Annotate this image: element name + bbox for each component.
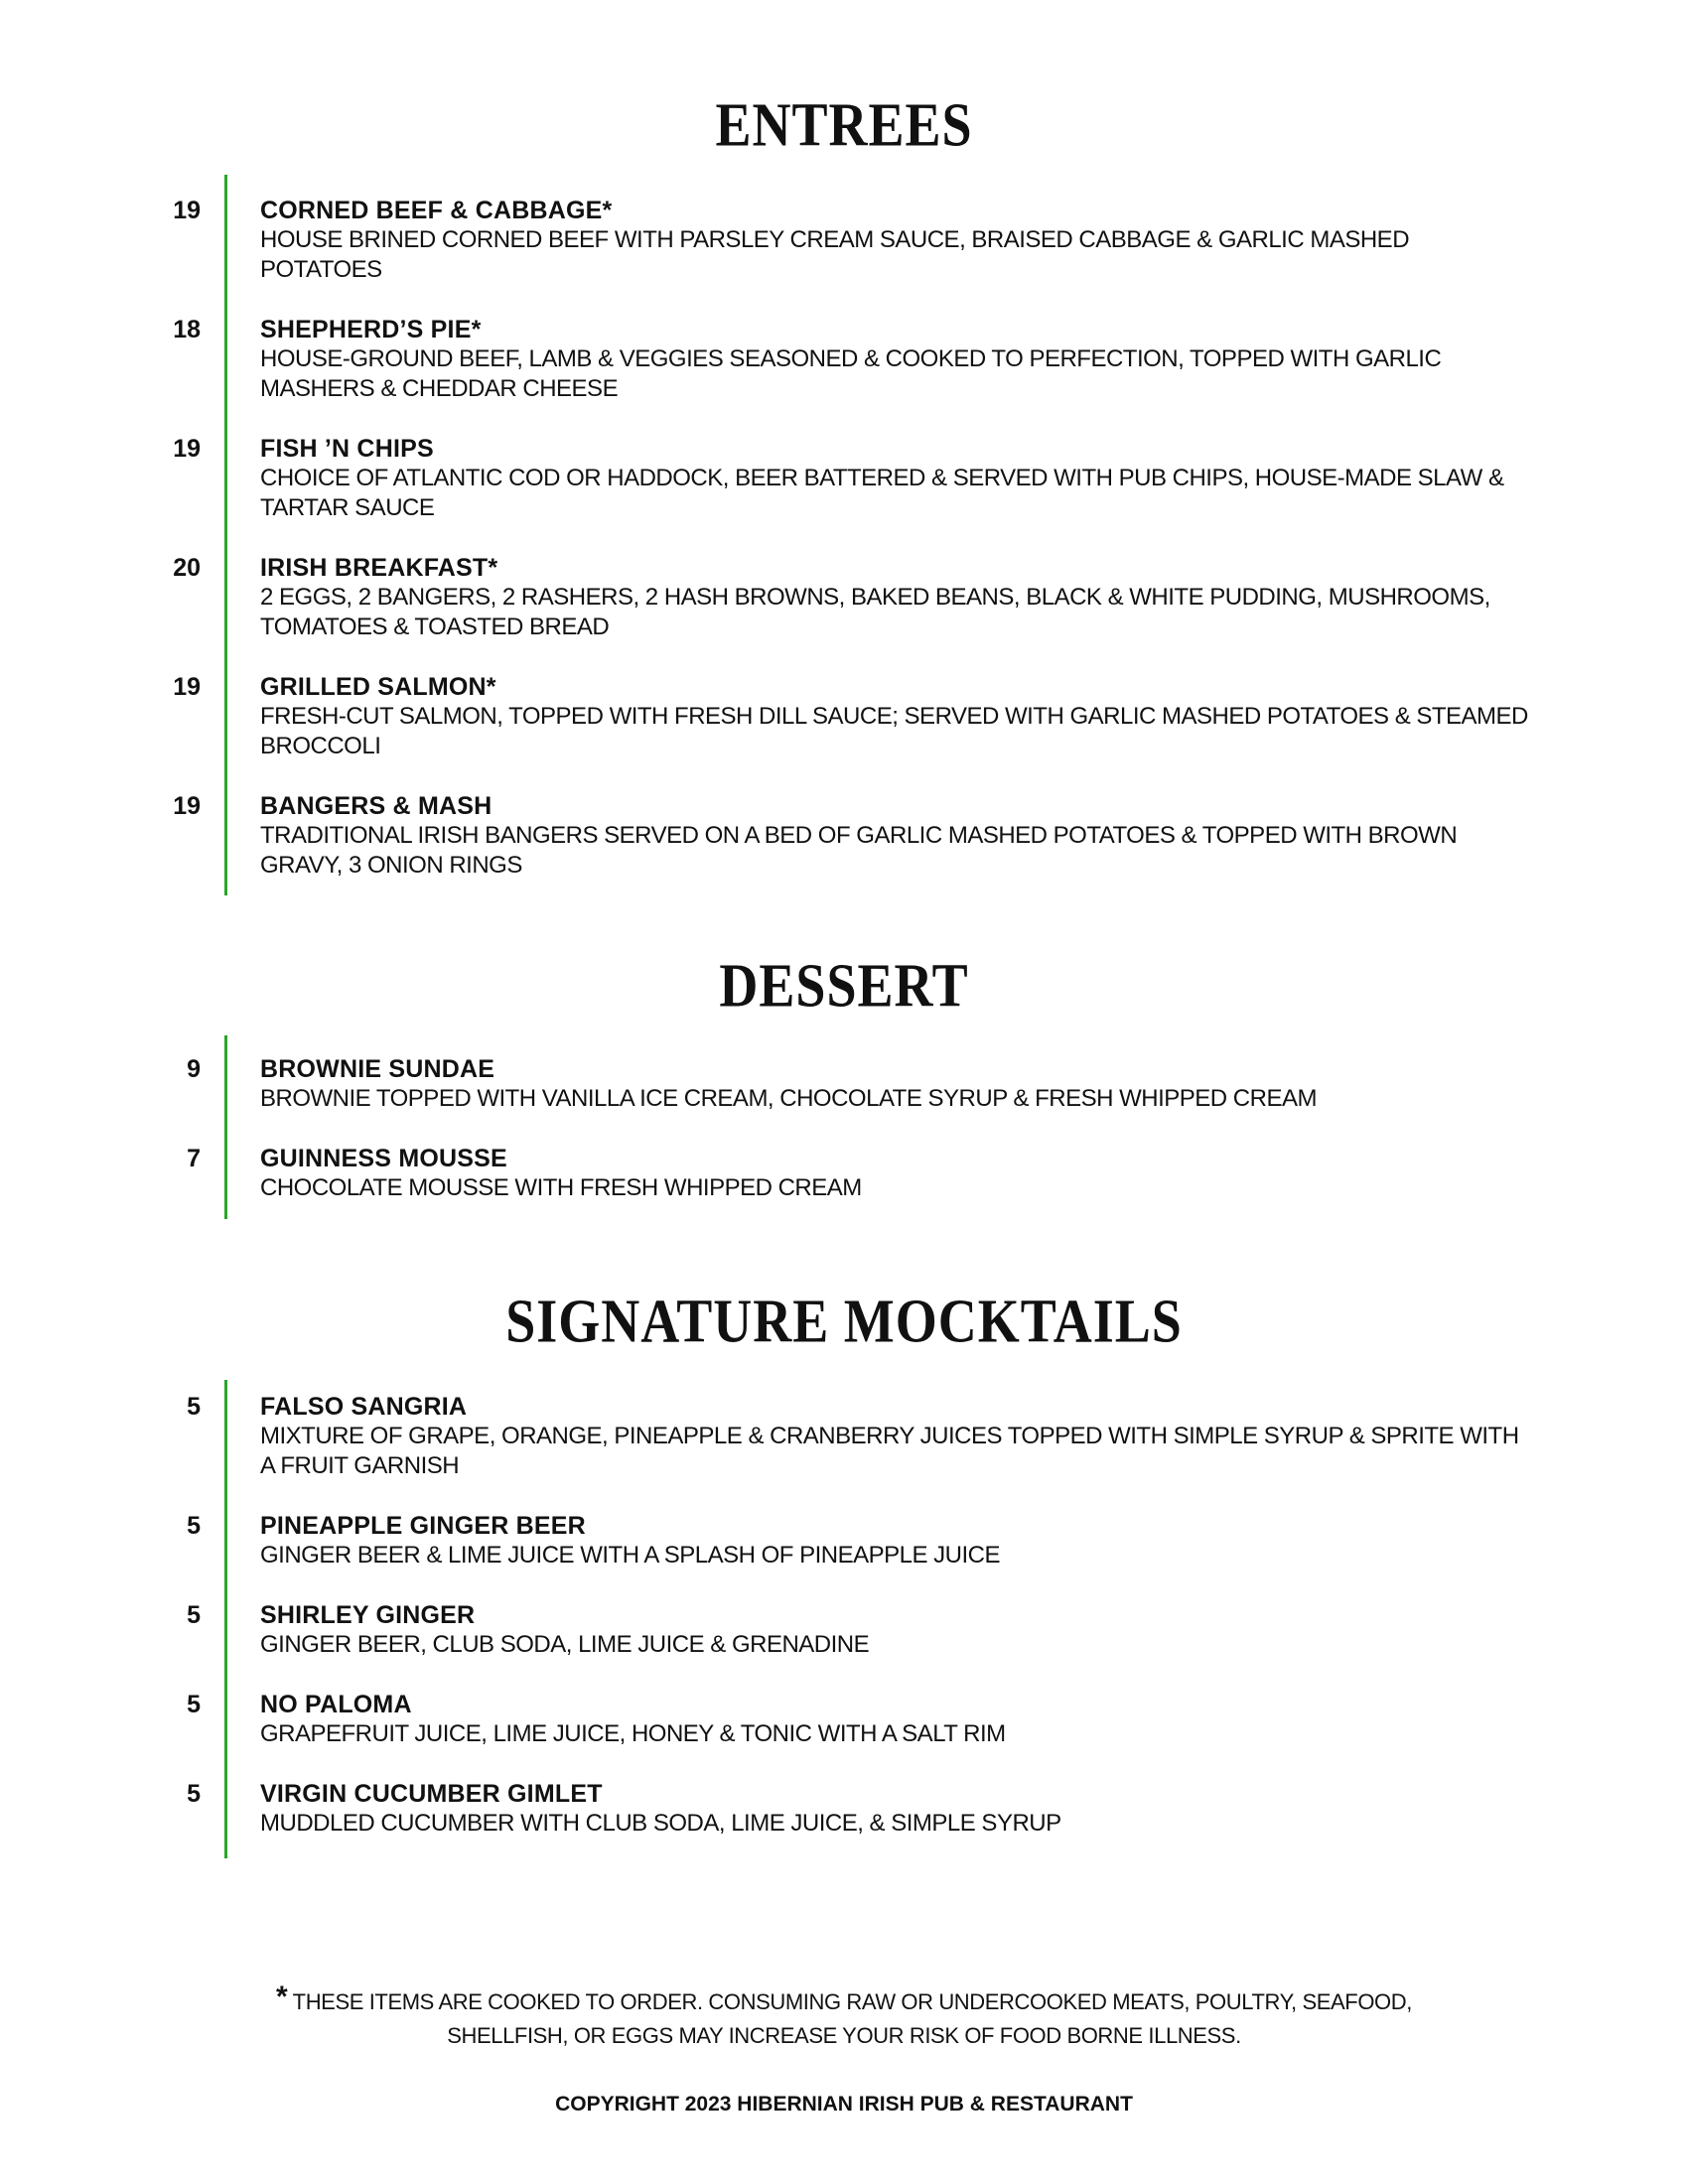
- item-description: TRADITIONAL IRISH BANGERS SERVED ON A BED OF GARLIC MASHED POTATOES & TOPPED WITH BROWN GRAVY, 3 ONION RINGS: [260, 822, 1458, 879]
- item-description: CHOICE OF ATLANTIC COD OR HADDOCK, BEER BATTERED & SERVED WITH PUB CHIPS, HOUSE-MADE SLAW & TARTAR SAUCE: [260, 465, 1504, 521]
- asterisk-icon: *: [276, 1980, 288, 2013]
- item-description: GRAPEFRUIT JUICE, LIME JUICE, HONEY & TONIC WITH A SALT RIM: [260, 1720, 1006, 1747]
- item-description: MUDDLED CUCUMBER WITH CLUB SODA, LIME JUICE, & SIMPLE SYRUP: [260, 1810, 1061, 1837]
- item-description: GINGER BEER, CLUB SODA, LIME JUICE & GRENADINE: [260, 1631, 870, 1658]
- item-price: 9: [187, 1055, 201, 1083]
- item-name: GUINNESS MOUSSE: [260, 1145, 507, 1172]
- item-name: BANGERS & MASH: [260, 792, 492, 820]
- item-price: 7: [187, 1145, 201, 1172]
- item-price: 20: [173, 554, 201, 582]
- item-price: 19: [173, 792, 201, 820]
- item-description: CHOCOLATE MOUSSE WITH FRESH WHIPPED CREAM: [260, 1174, 862, 1201]
- copyright-notice: COPYRIGHT 2023 HIBERNIAN IRISH PUB & RESTAURANT: [555, 2093, 1133, 2116]
- item-price: 5: [187, 1691, 201, 1718]
- item-price: 19: [173, 435, 201, 463]
- item-name: VIRGIN CUCUMBER GIMLET: [260, 1780, 603, 1808]
- item-name: IRISH BREAKFAST*: [260, 554, 498, 582]
- item-price: 19: [173, 197, 201, 224]
- item-name: SHEPHERD’S PIE*: [260, 316, 482, 343]
- accent-divider: [224, 1035, 227, 1219]
- item-price: 5: [187, 1601, 201, 1629]
- section-title-entrees: ENTREES: [715, 90, 973, 160]
- item-description: 2 EGGS, 2 BANGERS, 2 RASHERS, 2 HASH BROWNS, BAKED BEANS, BLACK & WHITE PUDDING, MUSHROOMS, TOMATOES & TOASTED BREAD: [260, 584, 1490, 640]
- accent-divider: [224, 175, 227, 895]
- item-description: MIXTURE OF GRAPE, ORANGE, PINEAPPLE & CRANBERRY JUICES TOPPED WITH SIMPLE SYRUP & SPRITE WITH A FRUIT GARNISH: [260, 1423, 1519, 1479]
- item-name: GRILLED SALMON*: [260, 673, 496, 701]
- footnote-line-1: * THESE ITEMS ARE COOKED TO ORDER. CONSUMING RAW OR UNDERCOOKED MEATS, POULTRY, SEAFOOD,: [276, 1980, 1412, 2014]
- item-name: PINEAPPLE GINGER BEER: [260, 1512, 586, 1540]
- item-price: 18: [173, 316, 201, 343]
- footnote-line-2: SHELLFISH, OR EGGS MAY INCREASE YOUR RISK OF FOOD BORNE ILLNESS.: [447, 2023, 1241, 2048]
- item-name: NO PALOMA: [260, 1691, 412, 1718]
- section-title-dessert: DESSERT: [719, 951, 969, 1021]
- item-price: 5: [187, 1780, 201, 1808]
- item-name: FALSO SANGRIA: [260, 1393, 468, 1421]
- item-price: 5: [187, 1512, 201, 1540]
- item-name: SHIRLEY GINGER: [260, 1601, 476, 1629]
- item-description: HOUSE-GROUND BEEF, LAMB & VEGGIES SEASONED & COOKED TO PERFECTION, TOPPED WITH GARLIC MASHERS & CHEDDAR CHEESE: [260, 345, 1442, 402]
- item-name: FISH ’N CHIPS: [260, 435, 434, 463]
- item-name: BROWNIE SUNDAE: [260, 1055, 495, 1083]
- food-safety-footnote: [0, 1980, 1688, 2053]
- item-description: HOUSE BRINED CORNED BEEF WITH PARSLEY CREAM SAUCE, BRAISED CABBAGE & GARLIC MASHED POTATOES: [260, 226, 1410, 283]
- item-description: FRESH-CUT SALMON, TOPPED WITH FRESH DILL SAUCE; SERVED WITH GARLIC MASHED POTATOES & STEAMED BROCCOLI: [260, 703, 1528, 759]
- accent-divider: [224, 1380, 227, 1858]
- item-description: BROWNIE TOPPED WITH VANILLA ICE CREAM, CHOCOLATE SYRUP & FRESH WHIPPED CREAM: [260, 1085, 1317, 1112]
- item-price: 5: [187, 1393, 201, 1421]
- section-title-mocktails: SIGNATURE MOCKTAILS: [505, 1287, 1183, 1356]
- item-description: GINGER BEER & LIME JUICE WITH A SPLASH OF PINEAPPLE JUICE: [260, 1542, 1001, 1569]
- item-name: CORNED BEEF & CABBAGE*: [260, 197, 613, 224]
- item-price: 19: [173, 673, 201, 701]
